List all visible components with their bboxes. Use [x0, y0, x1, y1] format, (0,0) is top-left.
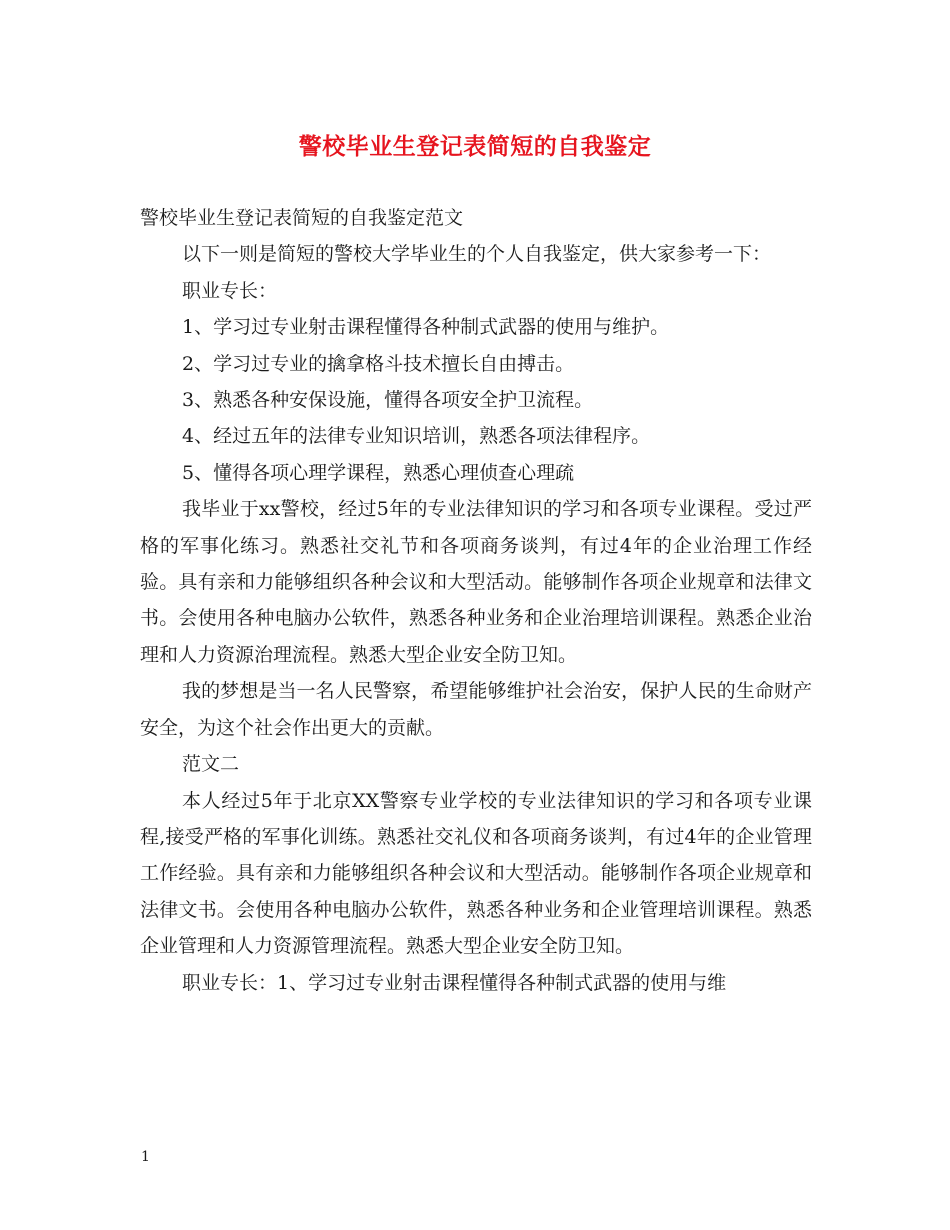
document-body — [140, 200, 812, 1001]
subtitle: 警校毕业生登记表简短的自我鉴定范文 — [140, 207, 464, 229]
skill-item: 2、学习过专业的擒拿格斗技术擅长自由搏击。 — [182, 352, 575, 375]
paragraph: 我毕业于xx警校，经过5年的专业法律知识的学习和各项专业课程。受过严格的军事化练习。熟悉社交礼节和各项商务谈判，有过4年的企业治理工作经验。具有亲和力能够组织各种会议和大型活动。能够制作各项企业规章和法律文书。会使用各种电脑办公软件，熟悉各种业务和企业治理培训课程。熟悉企业治理和人力资源治理流程。熟悉大型企业安全防卫知。 — [140, 498, 812, 666]
paragraph: 职业专长：1、学习过专业射击课程懂得各种制式武器的使用与维 — [182, 971, 727, 994]
skill-item: 1、学习过专业射击课程懂得各种制式武器的使用与维护。 — [182, 316, 670, 339]
skill-item: 4、经过五年的法律专业知识培训，熟悉各项法律程序。 — [182, 425, 651, 448]
intro-paragraph: 以下一则是简短的警校大学毕业生的个人自我鉴定，供大家参考一下： — [182, 243, 772, 266]
paragraph: 本人经过5年于北京XX警察专业学校的专业法律知识的学习和各项专业课程,接受严格的军事化训练。熟悉社交礼仪和各项商务谈判，有过4年的企业管理工作经验。具有亲和力能够组织各种会议和大型活动。能够制作各项企业规章和法律文书。会使用各种电脑办公软件，熟悉各种业务和企业管理培训课程。熟悉企业管理和人力资源管理流程。熟悉大型企业安全防卫知。 — [140, 789, 812, 958]
sample-two-heading: 范文二 — [182, 753, 240, 776]
skills-heading: 职业专长： — [182, 279, 278, 302]
skill-item: 3、熟悉各种安保设施，懂得各项安全护卫流程。 — [182, 389, 594, 412]
skill-item: 5、懂得各项心理学课程，熟悉心理侦查心理疏 — [182, 461, 575, 484]
page-number: 1 — [141, 1149, 150, 1165]
paragraph: 我的梦想是当一名人民警察，希望能够维护社会治安，保护人民的生命财产安全，为这个社会作出更大的贡献。 — [140, 680, 812, 739]
document-title: 警校毕业生登记表简短的自我鉴定 — [298, 133, 652, 160]
